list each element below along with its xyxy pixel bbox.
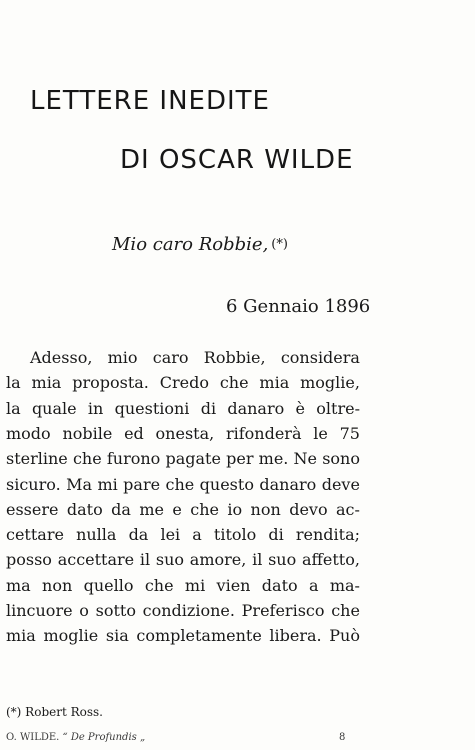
body-word: sterline [6, 449, 68, 469]
body-word: pagate [165, 449, 221, 469]
body-word: pare [123, 474, 161, 494]
footnote: (*) Robert Ross. [6, 705, 103, 719]
body-word: Credo [159, 373, 209, 393]
body-line [30, 346, 360, 370]
body-word: che [190, 499, 219, 519]
body-word: questo [199, 474, 254, 494]
body-word: ma- [329, 575, 360, 595]
body-word: Robbie, [203, 348, 266, 367]
body-word: questioni [114, 398, 190, 418]
body-word: sia [105, 626, 129, 646]
body-word: libera. [269, 626, 322, 646]
body-word: mia [31, 373, 62, 393]
body-word: dato [66, 499, 103, 519]
body-word: me. [258, 449, 289, 469]
body-word: danaro [259, 474, 317, 494]
body-word: considera [280, 348, 360, 367]
body-word: titolo [213, 525, 257, 545]
page-footer [6, 732, 145, 743]
body-word: ed [124, 423, 144, 443]
body-word: mia [259, 373, 290, 393]
body-line [6, 548, 360, 572]
body-word: suo [155, 550, 185, 570]
body-word: quale [31, 398, 77, 418]
body-word: ma [6, 575, 31, 595]
body-word: che [144, 575, 174, 595]
body-word: rendita; [295, 525, 360, 545]
footer-signature: O. WILDE. [6, 732, 60, 743]
body-word: caro [152, 348, 189, 367]
body-word: oltre- [316, 398, 360, 418]
body-word: furono [106, 449, 161, 469]
body-word: che [331, 601, 360, 620]
body-word: che [165, 474, 195, 494]
title-line-1: LETTERE INEDITE [30, 86, 270, 116]
body-line [6, 422, 360, 446]
body-word: lei [160, 525, 181, 545]
body-line [6, 574, 360, 598]
body-word: che [72, 449, 102, 469]
body-word: vien [216, 575, 251, 595]
body-line [6, 624, 360, 648]
body-line [6, 447, 360, 471]
body-word: non [250, 499, 281, 519]
footer-book-title: “ De Profundis „ [62, 732, 146, 743]
body-word: nobile [62, 423, 113, 443]
body-word: mia [6, 626, 36, 646]
body-line [6, 371, 360, 395]
body-word: non [42, 575, 73, 595]
letter-date: 6 Gennaio 1896 [226, 296, 371, 317]
body-word: condizione. [142, 601, 235, 620]
body-word: a [308, 575, 319, 595]
body-word: in [87, 398, 104, 418]
body-word: Preferisco [241, 601, 325, 620]
body-word: mi [184, 575, 206, 595]
body-word: moglie, [300, 373, 360, 393]
body-word: me [139, 499, 164, 519]
body-word: onesta, [155, 423, 215, 443]
body-word: lincuore [6, 601, 73, 620]
body-word: di [200, 398, 217, 418]
body-word: essere [6, 499, 59, 519]
body-word: danaro [227, 398, 285, 418]
footnote-marker: (*) [271, 237, 288, 252]
salutation [112, 234, 288, 255]
body-word: devo [289, 499, 328, 519]
body-word: mi [97, 474, 118, 494]
body-word: quello [83, 575, 134, 595]
body-word: di [268, 525, 284, 545]
body-line [6, 498, 360, 522]
body-word: dato [261, 575, 298, 595]
body-word: deve [321, 474, 360, 494]
body-word: e [172, 499, 182, 519]
body-word: il [252, 550, 263, 570]
body-word: che [219, 373, 249, 393]
body-word: nulla [76, 525, 117, 545]
salutation-text: Mio caro Robbie, [112, 234, 269, 255]
body-word: il [139, 550, 151, 570]
body-word: a [192, 525, 202, 545]
body-word: mio [107, 348, 138, 367]
body-word: amore, [189, 550, 247, 570]
body-word: ac- [336, 499, 360, 519]
body-word: suo [268, 550, 297, 570]
body-line [6, 473, 360, 497]
body-line [6, 599, 360, 623]
body-word: completamente [136, 626, 262, 646]
body-word: proposta. [72, 373, 149, 393]
body-word: da [111, 499, 131, 519]
title-line-2: DI OSCAR WILDE [120, 145, 354, 175]
body-word: la [6, 398, 21, 418]
body-word: cettare [6, 525, 64, 545]
body-word: da [128, 525, 149, 545]
body-word: o [79, 601, 89, 620]
body-line [6, 523, 360, 547]
body-word: è [295, 398, 305, 418]
body-word: Può [329, 626, 360, 646]
body-word: moglie [43, 626, 99, 646]
body-word: accettare [57, 550, 135, 570]
body-word: Ne [293, 449, 318, 469]
body-word: posso [6, 550, 52, 570]
body-word: sotto [95, 601, 136, 620]
body-word: per [226, 449, 254, 469]
body-word: modo [6, 423, 51, 443]
body-word: le [313, 423, 328, 443]
body-line [6, 397, 360, 421]
body-word: la [6, 373, 21, 393]
body-word: Ma [66, 474, 93, 494]
page-number: 8 [339, 732, 346, 743]
body-word: Adesso, [30, 348, 93, 367]
body-word: io [227, 499, 243, 519]
body-word: rifonderà [225, 423, 302, 443]
body-word: sicuro. [6, 474, 61, 494]
body-word: 75 [339, 423, 360, 443]
body-word: sono [322, 449, 360, 469]
body-word: affetto, [301, 550, 360, 570]
